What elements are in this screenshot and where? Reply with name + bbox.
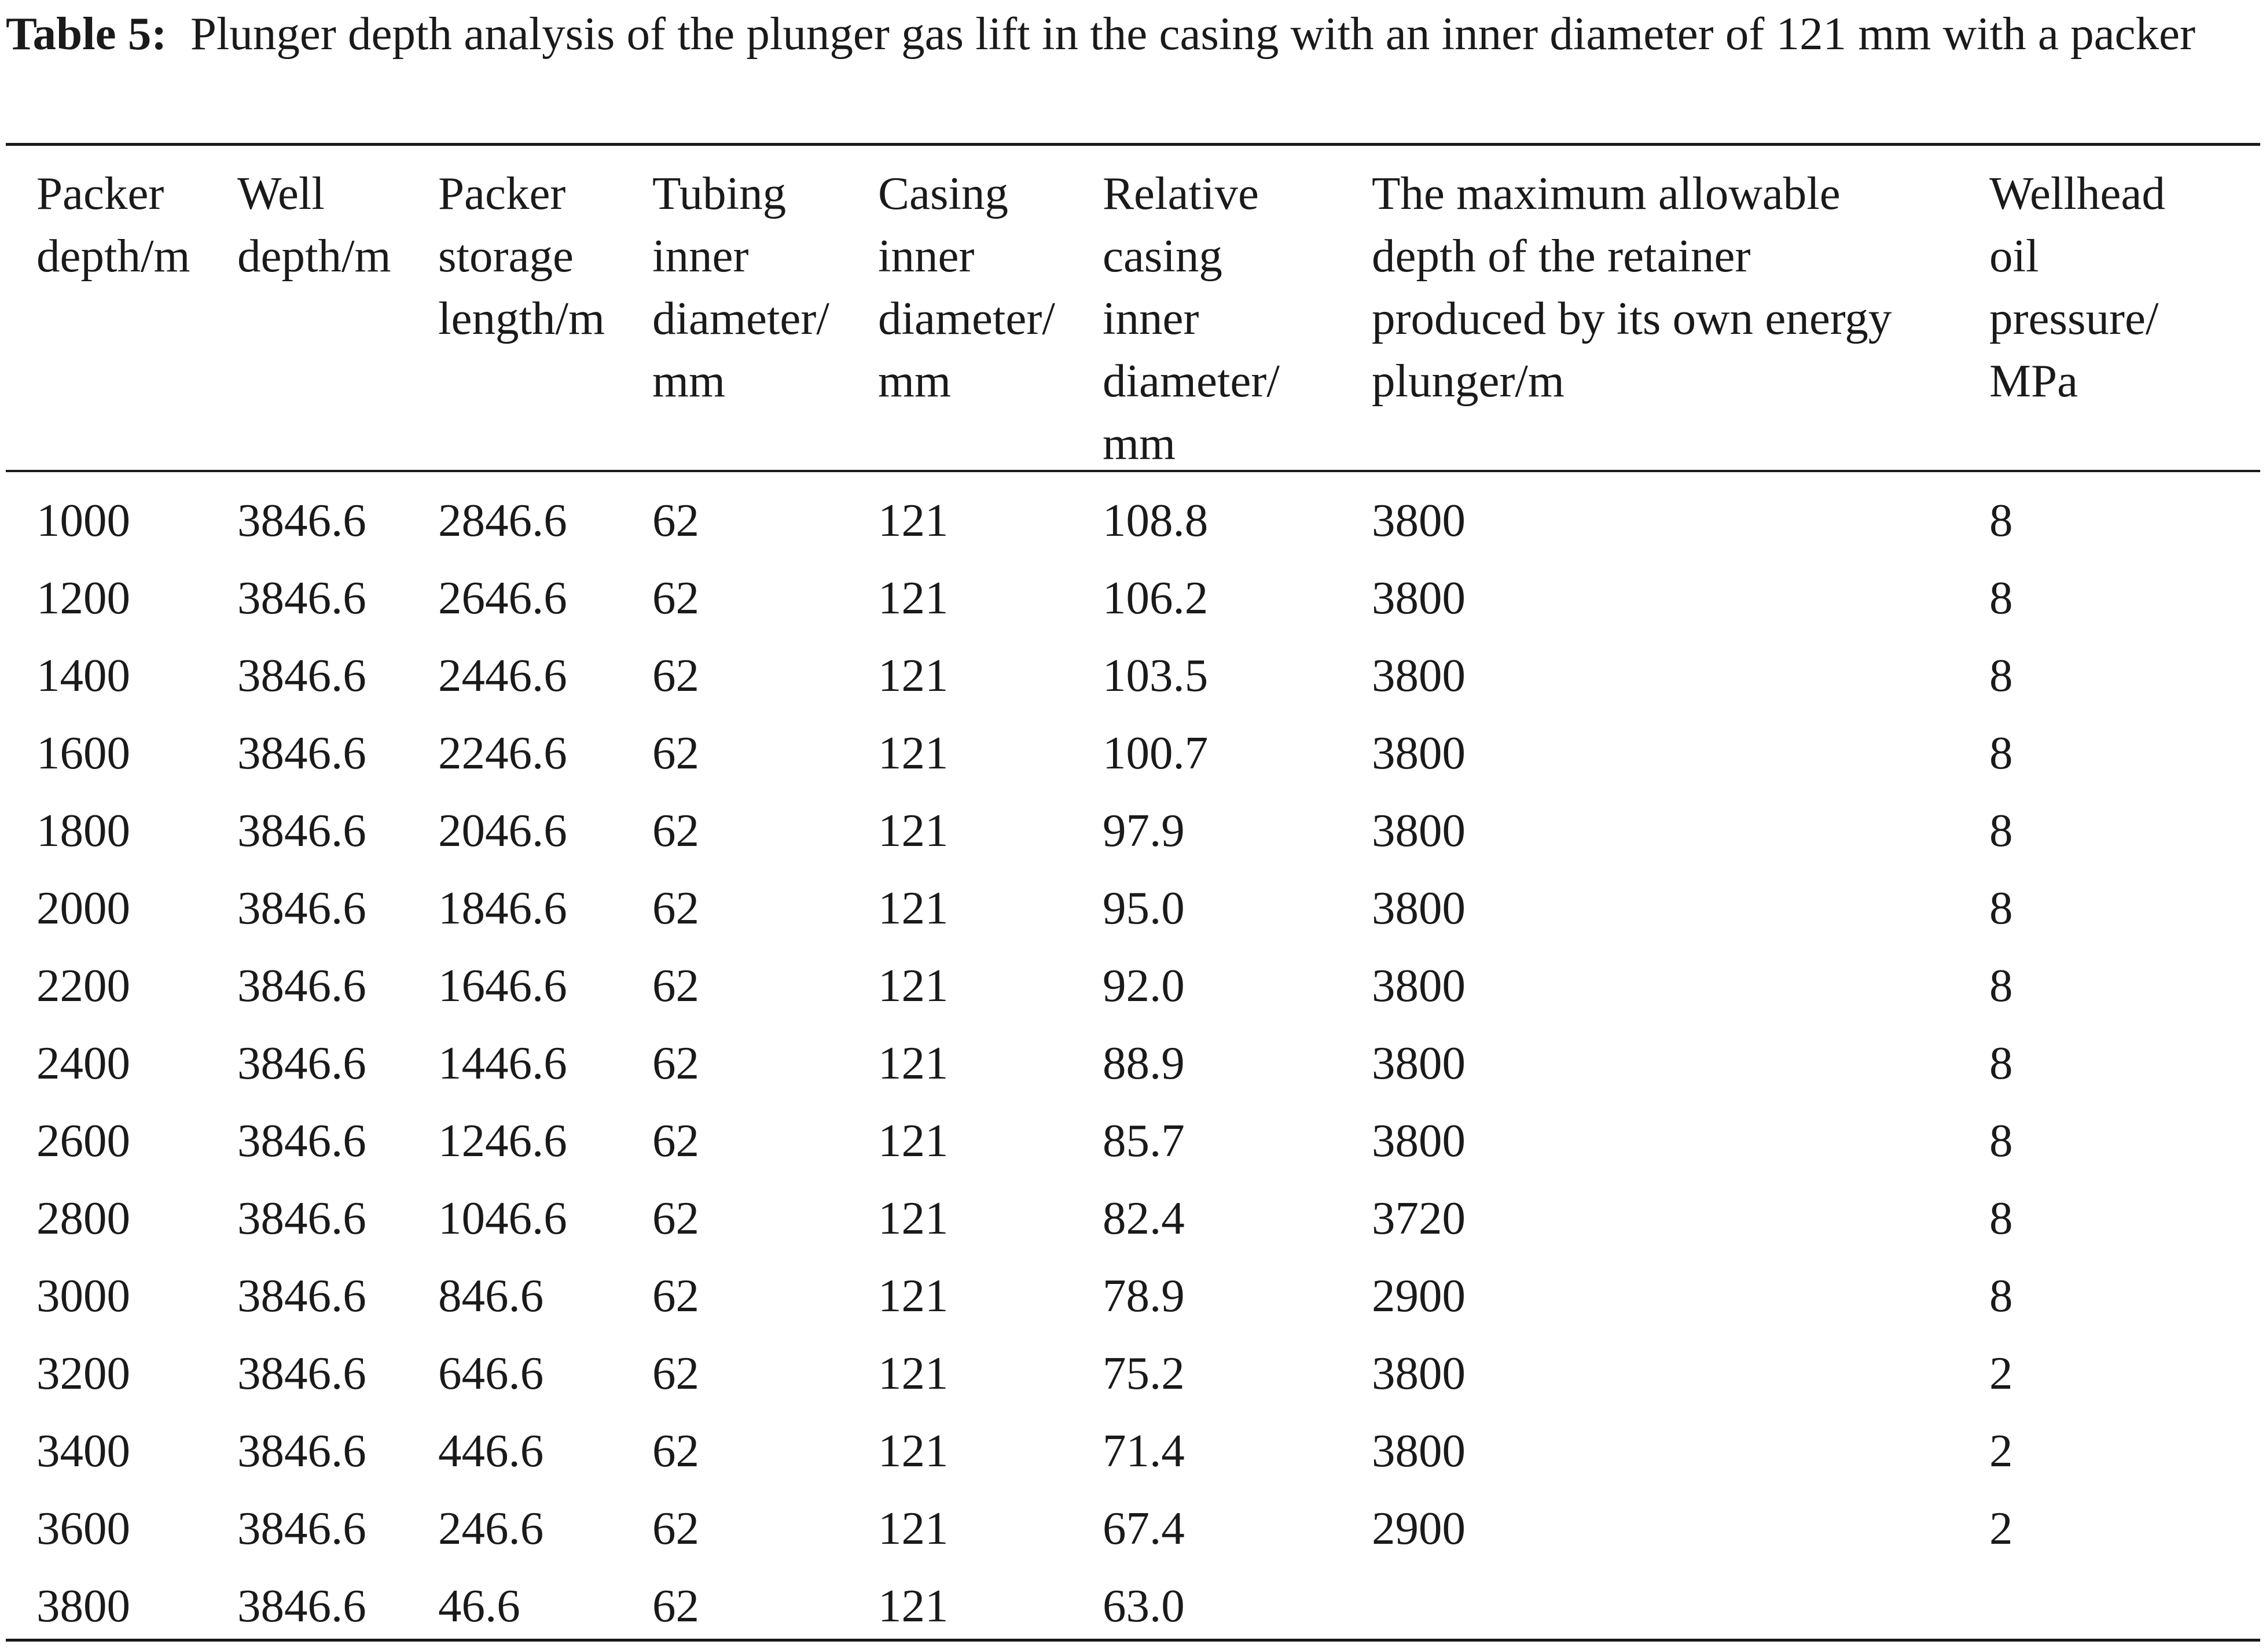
packer-storage-length-cell: 2446.6 bbox=[438, 649, 567, 701]
well-depth-cell: 3846.6 bbox=[237, 1270, 366, 1322]
relative-casing-inner-diameter-cell: 103.5 bbox=[1103, 649, 1209, 701]
casing-inner-diameter-cell: 121 bbox=[878, 1037, 949, 1089]
casing-inner-diameter-cell: 121 bbox=[878, 572, 949, 624]
packer-storage-length-cell: 246.6 bbox=[438, 1502, 544, 1554]
wellhead-oil-pressure-cell: 8 bbox=[1989, 727, 2013, 779]
casing-inner-diameter-cell: 121 bbox=[878, 959, 949, 1011]
tubing-inner-diameter-cell: 62 bbox=[652, 1192, 699, 1244]
relative-casing-inner-diameter-cell: 100.7 bbox=[1103, 727, 1209, 779]
packer-depth-cell: 2600 bbox=[36, 1114, 130, 1167]
tubing-inner-diameter-cell: 62 bbox=[652, 959, 699, 1011]
wellhead-oil-pressure-cell: 8 bbox=[1989, 494, 2013, 546]
casing-inner-diameter-cell: 121 bbox=[878, 1425, 949, 1477]
wellhead-oil-pressure-cell: 2 bbox=[1989, 1425, 2013, 1477]
header-max-allowable-depth: The maximum allowable depth of the retainer produced by its own energy plunger/m bbox=[1372, 167, 1892, 407]
relative-casing-inner-diameter-cell: 75.2 bbox=[1103, 1347, 1185, 1399]
max-allowable-depth-cell: 3800 bbox=[1372, 882, 1466, 934]
casing-inner-diameter-cell: 121 bbox=[878, 1114, 949, 1167]
tubing-inner-diameter-cell: 62 bbox=[652, 1425, 699, 1477]
table-row bbox=[0, 1264, 2266, 1342]
table-row bbox=[0, 954, 2266, 1032]
tubing-inner-diameter-cell: 62 bbox=[652, 572, 699, 624]
max-allowable-depth-cell: 3800 bbox=[1372, 804, 1466, 856]
packer-depth-cell: 2400 bbox=[36, 1037, 130, 1089]
table-row bbox=[0, 877, 2266, 954]
table-row bbox=[0, 722, 2266, 799]
max-allowable-depth-cell: 2900 bbox=[1372, 1270, 1466, 1322]
wellhead-oil-pressure-cell: 8 bbox=[1989, 1114, 2013, 1167]
max-allowable-depth-cell: 3800 bbox=[1372, 1114, 1466, 1167]
packer-storage-length-cell: 2246.6 bbox=[438, 727, 567, 779]
wellhead-oil-pressure-cell: 8 bbox=[1989, 804, 2013, 856]
wellhead-oil-pressure-cell: 8 bbox=[1989, 649, 2013, 701]
well-depth-cell: 3846.6 bbox=[237, 1114, 366, 1167]
well-depth-cell: 3846.6 bbox=[237, 959, 366, 1011]
packer-depth-cell: 3800 bbox=[36, 1580, 130, 1632]
packer-depth-cell: 1200 bbox=[36, 572, 130, 624]
packer-depth-cell: 3600 bbox=[36, 1502, 130, 1554]
well-depth-cell: 3846.6 bbox=[237, 1502, 366, 1554]
table-row bbox=[0, 1342, 2266, 1419]
wellhead-oil-pressure-cell: 2 bbox=[1989, 1502, 2013, 1554]
well-depth-cell: 3846.6 bbox=[237, 804, 366, 856]
packer-depth-cell: 1400 bbox=[36, 649, 130, 701]
relative-casing-inner-diameter-cell: 106.2 bbox=[1103, 572, 1209, 624]
packer-storage-length-cell: 1046.6 bbox=[438, 1192, 567, 1244]
casing-inner-diameter-cell: 121 bbox=[878, 882, 949, 934]
table-caption-text: Plunger depth analysis of the plunger gas lift in the casing with an inner diameter of 121 mm with a packer bbox=[190, 8, 2195, 60]
max-allowable-depth-cell: 3720 bbox=[1372, 1192, 1466, 1244]
table-row bbox=[0, 489, 2266, 566]
relative-casing-inner-diameter-cell: 63.0 bbox=[1103, 1580, 1185, 1632]
packer-storage-length-cell: 2046.6 bbox=[438, 804, 567, 856]
table-header-row bbox=[0, 162, 2266, 469]
well-depth-cell: 3846.6 bbox=[237, 1192, 366, 1244]
relative-casing-inner-diameter-cell: 71.4 bbox=[1103, 1425, 1185, 1477]
header-packer-storage-length: Packer storage length/m bbox=[438, 167, 605, 344]
tubing-inner-diameter-cell: 62 bbox=[652, 882, 699, 934]
packer-storage-length-cell: 1846.6 bbox=[438, 882, 567, 934]
table-row bbox=[0, 1497, 2266, 1574]
relative-casing-inner-diameter-cell: 82.4 bbox=[1103, 1192, 1185, 1244]
bottom-rule bbox=[6, 1639, 2260, 1642]
max-allowable-depth-cell: 3800 bbox=[1372, 649, 1466, 701]
max-allowable-depth-cell: 2900 bbox=[1372, 1502, 1466, 1554]
tubing-inner-diameter-cell: 62 bbox=[652, 1580, 699, 1632]
table-row bbox=[0, 1032, 2266, 1109]
packer-depth-cell: 3200 bbox=[36, 1347, 130, 1399]
top-rule bbox=[6, 143, 2260, 146]
casing-inner-diameter-cell: 121 bbox=[878, 494, 949, 546]
casing-inner-diameter-cell: 121 bbox=[878, 1270, 949, 1322]
wellhead-oil-pressure-cell: 8 bbox=[1989, 959, 2013, 1011]
wellhead-oil-pressure-cell: 2 bbox=[1989, 1347, 2013, 1399]
packer-depth-cell: 1000 bbox=[36, 494, 130, 546]
packer-storage-length-cell: 1246.6 bbox=[438, 1114, 567, 1167]
well-depth-cell: 3846.6 bbox=[237, 1580, 366, 1632]
tubing-inner-diameter-cell: 62 bbox=[652, 649, 699, 701]
header-packer-depth: Packer depth/m bbox=[36, 167, 190, 282]
header-relative-casing-inner-diameter: Relative casing inner diameter/ mm bbox=[1103, 167, 1280, 469]
wellhead-oil-pressure-cell: 8 bbox=[1989, 1037, 2013, 1089]
relative-casing-inner-diameter-cell: 92.0 bbox=[1103, 959, 1185, 1011]
table-row bbox=[0, 566, 2266, 644]
well-depth-cell: 3846.6 bbox=[237, 494, 366, 546]
max-allowable-depth-cell: 3800 bbox=[1372, 959, 1466, 1011]
wellhead-oil-pressure-cell: 8 bbox=[1989, 1270, 2013, 1322]
header-well-depth: Well depth/m bbox=[237, 167, 391, 282]
casing-inner-diameter-cell: 121 bbox=[878, 727, 949, 779]
tubing-inner-diameter-cell: 62 bbox=[652, 804, 699, 856]
wellhead-oil-pressure-cell: 8 bbox=[1989, 882, 2013, 934]
packer-depth-cell: 3400 bbox=[36, 1425, 130, 1477]
relative-casing-inner-diameter-cell: 97.9 bbox=[1103, 804, 1185, 856]
wellhead-oil-pressure-cell: 8 bbox=[1989, 1192, 2013, 1244]
casing-inner-diameter-cell: 121 bbox=[878, 804, 949, 856]
packer-depth-cell: 2200 bbox=[36, 959, 130, 1011]
casing-inner-diameter-cell: 121 bbox=[878, 649, 949, 701]
header-rule bbox=[6, 470, 2260, 472]
tubing-inner-diameter-cell: 62 bbox=[652, 1114, 699, 1167]
header-casing-inner-diameter: Casing inner diameter/ mm bbox=[878, 167, 1055, 407]
packer-depth-cell: 1800 bbox=[36, 804, 130, 856]
table-row bbox=[0, 1187, 2266, 1264]
packer-storage-length-cell: 446.6 bbox=[438, 1425, 544, 1477]
well-depth-cell: 3846.6 bbox=[237, 727, 366, 779]
max-allowable-depth-cell: 3800 bbox=[1372, 572, 1466, 624]
casing-inner-diameter-cell: 121 bbox=[878, 1347, 949, 1399]
relative-casing-inner-diameter-cell: 78.9 bbox=[1103, 1270, 1185, 1322]
packer-storage-length-cell: 846.6 bbox=[438, 1270, 544, 1322]
tubing-inner-diameter-cell: 62 bbox=[652, 1347, 699, 1399]
relative-casing-inner-diameter-cell: 108.8 bbox=[1103, 494, 1209, 546]
table-row bbox=[0, 1419, 2266, 1497]
packer-storage-length-cell: 1646.6 bbox=[438, 959, 567, 1011]
well-depth-cell: 3846.6 bbox=[237, 882, 366, 934]
relative-casing-inner-diameter-cell: 88.9 bbox=[1103, 1037, 1185, 1089]
table-row bbox=[0, 1109, 2266, 1187]
max-allowable-depth-cell: 3800 bbox=[1372, 494, 1466, 546]
well-depth-cell: 3846.6 bbox=[237, 1347, 366, 1399]
packer-depth-cell: 2000 bbox=[36, 882, 130, 934]
tubing-inner-diameter-cell: 62 bbox=[652, 1502, 699, 1554]
table-caption bbox=[6, 2, 2260, 65]
table-caption-label: Table 5: bbox=[6, 8, 167, 60]
packer-storage-length-cell: 2646.6 bbox=[438, 572, 567, 624]
tubing-inner-diameter-cell: 62 bbox=[652, 727, 699, 779]
max-allowable-depth-cell: 3800 bbox=[1372, 1037, 1466, 1089]
max-allowable-depth-cell: 3800 bbox=[1372, 1425, 1466, 1477]
header-wellhead-oil-pressure: Wellhead oil pressure/ MPa bbox=[1989, 167, 2165, 407]
relative-casing-inner-diameter-cell: 67.4 bbox=[1103, 1502, 1185, 1554]
table-body bbox=[0, 489, 2266, 1652]
packer-storage-length-cell: 46.6 bbox=[438, 1580, 520, 1632]
max-allowable-depth-cell: 3800 bbox=[1372, 1347, 1466, 1399]
packer-depth-cell: 3000 bbox=[36, 1270, 130, 1322]
well-depth-cell: 3846.6 bbox=[237, 649, 366, 701]
casing-inner-diameter-cell: 121 bbox=[878, 1502, 949, 1554]
max-allowable-depth-cell: 3800 bbox=[1372, 727, 1466, 779]
packer-storage-length-cell: 1446.6 bbox=[438, 1037, 567, 1089]
header-tubing-inner-diameter: Tubing inner diameter/ mm bbox=[652, 167, 829, 407]
casing-inner-diameter-cell: 121 bbox=[878, 1192, 949, 1244]
packer-storage-length-cell: 646.6 bbox=[438, 1347, 544, 1399]
packer-depth-cell: 1600 bbox=[36, 727, 130, 779]
tubing-inner-diameter-cell: 62 bbox=[652, 1270, 699, 1322]
well-depth-cell: 3846.6 bbox=[237, 1037, 366, 1089]
table-row bbox=[0, 799, 2266, 877]
packer-storage-length-cell: 2846.6 bbox=[438, 494, 567, 546]
packer-depth-cell: 2800 bbox=[36, 1192, 130, 1244]
wellhead-oil-pressure-cell: 8 bbox=[1989, 572, 2013, 624]
well-depth-cell: 3846.6 bbox=[237, 572, 366, 624]
relative-casing-inner-diameter-cell: 85.7 bbox=[1103, 1114, 1185, 1167]
tubing-inner-diameter-cell: 62 bbox=[652, 494, 699, 546]
table-row bbox=[0, 644, 2266, 722]
tubing-inner-diameter-cell: 62 bbox=[652, 1037, 699, 1089]
well-depth-cell: 3846.6 bbox=[237, 1425, 366, 1477]
relative-casing-inner-diameter-cell: 95.0 bbox=[1103, 882, 1185, 934]
casing-inner-diameter-cell: 121 bbox=[878, 1580, 949, 1632]
